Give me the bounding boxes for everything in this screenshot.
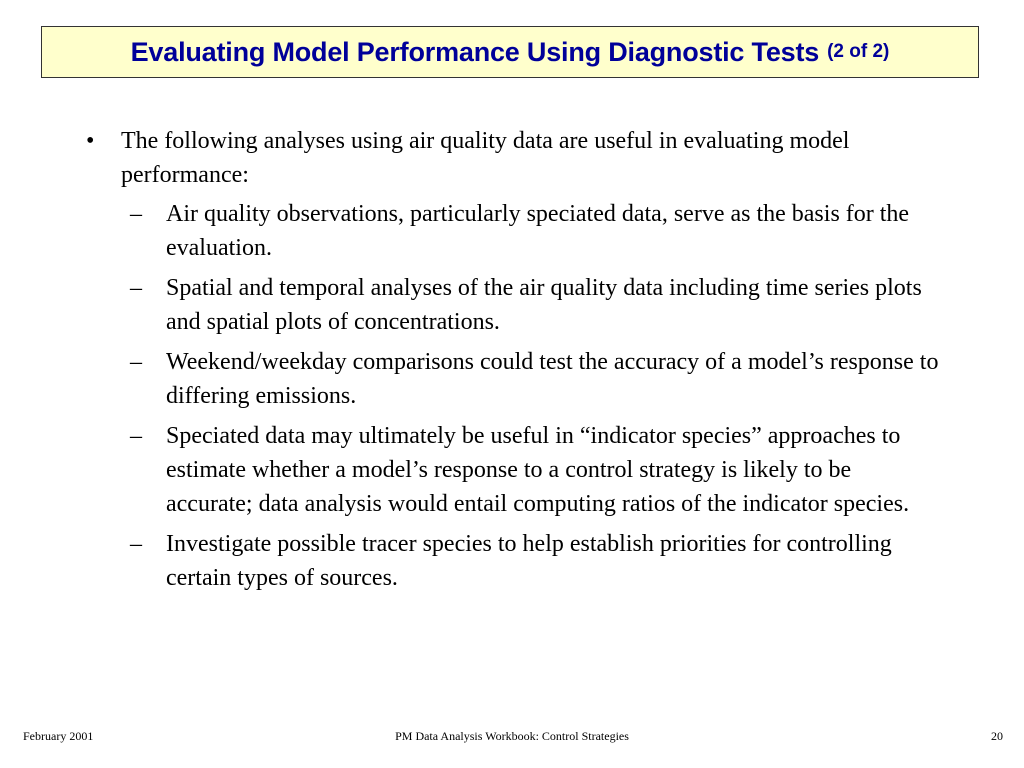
sub-bullet-item: [130, 419, 941, 521]
footer-date: February 2001: [23, 729, 94, 743]
sub-bullet-item: [130, 271, 941, 339]
sub-bullet-text: Investigate possible tracer species to help establish priorities for controlling certain types of sources.: [166, 531, 892, 591]
bullet-marker: •: [86, 128, 95, 154]
sub-bullet-item: [130, 197, 941, 265]
dash-marker: –: [130, 201, 142, 227]
dash-marker: –: [130, 423, 142, 449]
dash-marker: –: [130, 275, 142, 301]
sub-bullet-text: Weekend/weekday comparisons could test the accuracy of a model’s response to differing emissions.: [166, 349, 939, 409]
sub-bullet-item: [130, 345, 941, 413]
sub-bullet-text: Air quality observations, particularly speciated data, serve as the basis for the evaluation.: [166, 201, 910, 261]
bullet-text: The following analyses using air quality data are useful in evaluating model performance:: [121, 128, 850, 188]
footer-source: PM Data Analysis Workbook: Control Strategies: [395, 729, 629, 743]
sub-bullet-text: Spatial and temporal analyses of the air quality data including time series plots and spatial plots of concentrations.: [166, 275, 922, 335]
dash-marker: –: [130, 349, 142, 375]
slide-title-part: (2 of 2): [827, 41, 890, 62]
sub-bullet-text: Speciated data may ultimately be useful in “indicator species” approaches to estimate whether a model’s response to a control strategy is likely to be accurate; data analysis would entail computing ratios of the indicator species.: [166, 423, 910, 517]
sub-bullet-item: [130, 527, 941, 595]
slide-title-box: [41, 26, 979, 78]
slide-content: [0, 124, 1024, 601]
slide-title: Evaluating Model Performance Using Diagnostic Tests: [130, 36, 820, 67]
footer-page-number: 20: [991, 729, 1003, 743]
bullet-item: [86, 124, 921, 192]
dash-marker: –: [130, 531, 142, 557]
